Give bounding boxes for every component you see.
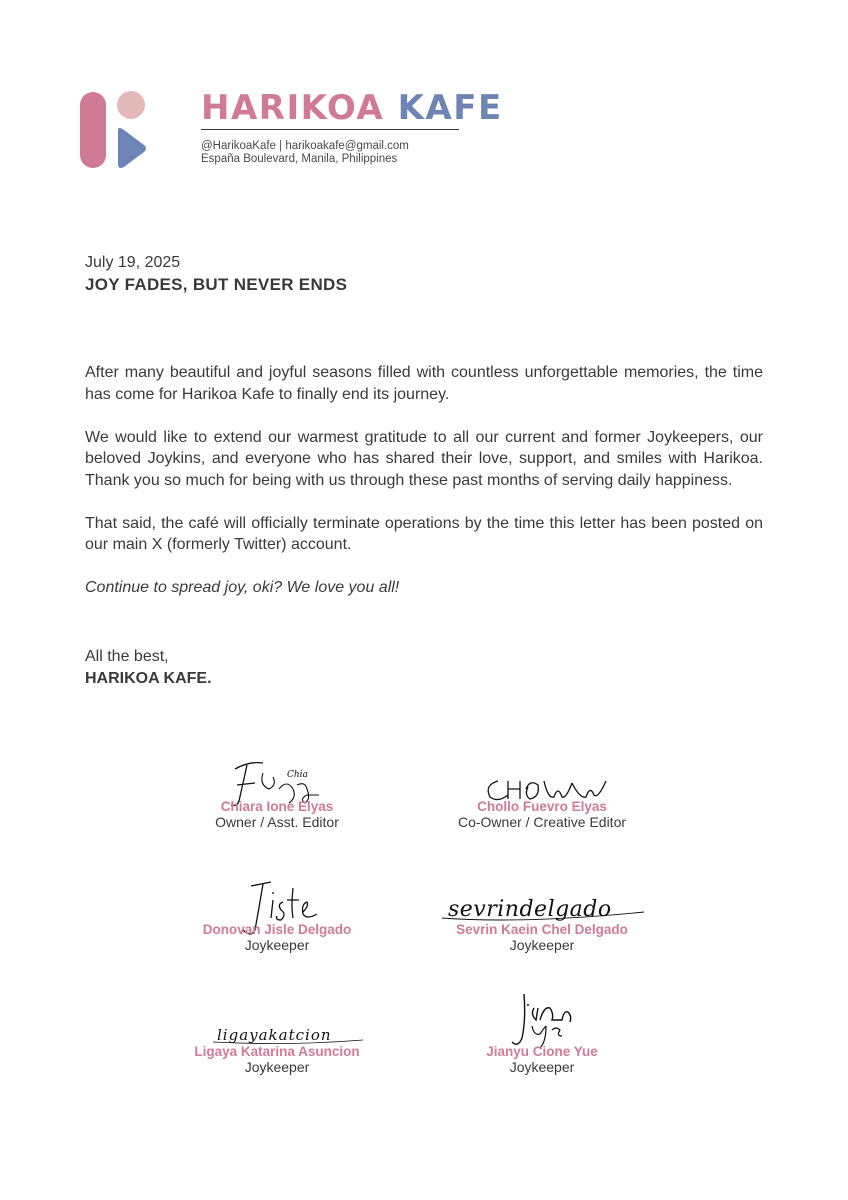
paragraph: We would like to extend our warmest gratitude to all our current and former Joykeepers, our beloved Joykins, and everyone who has shared their love, support, and smiles with Harikoa. Thank you so much for being with us through these past months of serving daily happiness. [85, 428, 763, 489]
signatory-block [147, 878, 407, 953]
signatory-block [412, 878, 672, 953]
paragraph: That said, the café will officially terminate operations by the time this letter has been posted on our main X (formerly Twitter) account. [85, 514, 763, 553]
svg-text:ligayakatcion: ligayakatcion [217, 1026, 332, 1044]
signatory-name: Sevrin Kaein Chel Delgado [456, 922, 628, 937]
signatory-block [147, 755, 407, 830]
brand-word-harikoa: HARIKOA [201, 88, 385, 128]
letter-date: July 19, 2025 [85, 254, 181, 271]
signatory-block [147, 1000, 407, 1075]
brand-word-kafe: KAFE [397, 88, 503, 128]
closing-salutation: All the best, [85, 648, 169, 665]
address-line: España Boulevard, Manila, Philippines [201, 153, 398, 165]
letterhead [201, 88, 503, 166]
signatory-role: Joykeeper [244, 1059, 310, 1075]
paragraph-italic: Continue to spread joy, oki? We love you all! [85, 579, 400, 596]
closing-org: HARIKOA KAFE. [85, 669, 212, 687]
signatory-role: Joykeeper [509, 937, 575, 953]
brand-name [201, 88, 503, 128]
signatory-role: Joykeeper [509, 1059, 575, 1075]
signatory-name: Ligaya Katarina Asuncion [194, 1044, 360, 1059]
harikoa-logo-icon [78, 90, 150, 170]
brand-divider [201, 129, 459, 130]
signatory-name: Jianyu Cione Yue [486, 1044, 598, 1059]
paragraph: After many beautiful and joyful seasons filled with countless unforgettable memories, the time has come for Harikoa Kafe to finally end its journey. [85, 364, 763, 403]
letter-title: JOY FADES, BUT NEVER ENDS [85, 275, 348, 294]
signatory-name: Donovan Jisle Delgado [202, 922, 352, 937]
signatory-role: Joykeeper [244, 937, 310, 953]
signatory-name: Chiara Ione Elyas [220, 799, 334, 814]
signatory-role: Co-Owner / Creative Editor [457, 814, 627, 830]
closing [85, 646, 212, 689]
svg-text:Chia: Chia [287, 770, 308, 780]
signatory-role: Owner / Asst. Editor [215, 814, 339, 830]
contact-line: @HarikoaKafe | harikoakafe@gmail.com [201, 140, 409, 152]
signatory-block [412, 990, 672, 1075]
letter-body [85, 362, 763, 620]
signatory-name: Chollo Fuevro Elyas [477, 799, 607, 814]
svg-text:sevrindelgado: sevrindelgado [448, 897, 612, 922]
signatory-block [412, 755, 672, 830]
